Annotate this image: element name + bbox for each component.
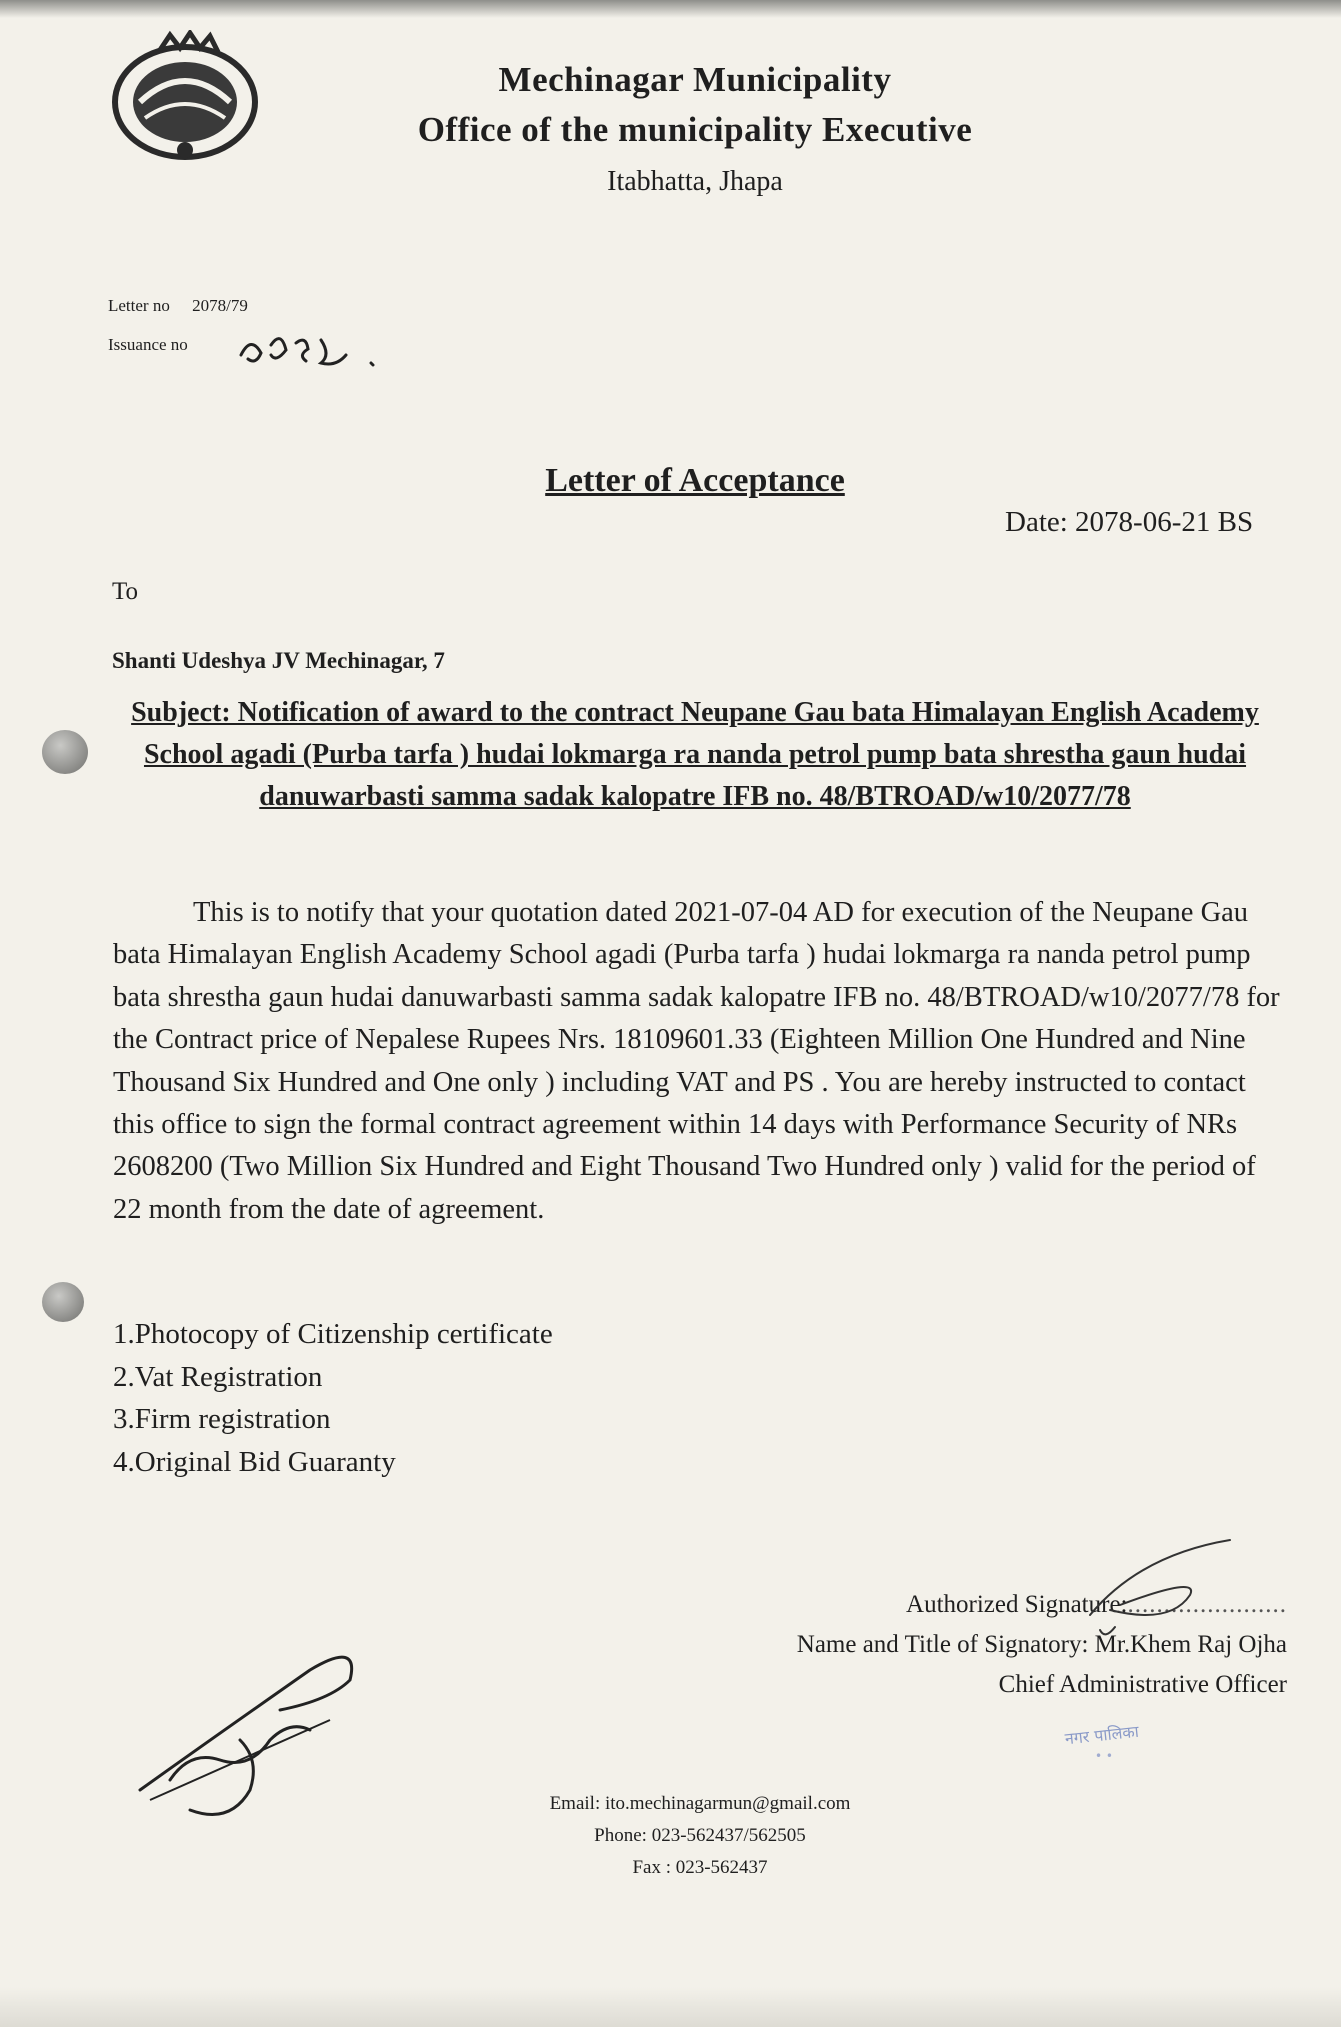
org-name: Mechinagar Municipality [498,60,892,99]
issuance-no-line [108,335,188,355]
signature-block: Authorized Signature:...................... Name and Title of Signatory: Mr.Khem Raj Ojha Chief Administrative Officer [797,1585,1287,1705]
punch-hole [42,1282,84,1322]
letter-no-label: Letter no [108,296,170,315]
issuance-no-handwritten [236,325,386,375]
contact-footer [400,1788,1000,1884]
office-address: Itabhatta, Jhapa [607,166,783,197]
svg-text:• •: • • [1095,1749,1113,1763]
body-paragraph [113,892,1283,1231]
recipient-signature [130,1640,390,1830]
signatory-designation: Chief Administrative Officer [998,1671,1287,1698]
letter-date: Date: 2078-06-21 BS [1005,506,1254,538]
list-item: 3.Firm registration [113,1403,331,1435]
officer-signature [1080,1535,1240,1645]
list-item: 2.Vat Registration [113,1360,323,1393]
requirements-list [113,1313,553,1483]
letter-no-value: 2078/79 [192,296,248,315]
issuance-no-label: Issuance no [108,335,188,354]
office-stamp [1055,1700,1285,1770]
letter-title: Letter of Acceptance [545,462,845,499]
office-name: Office of the municipality Executive [417,110,973,149]
letter-no-line [108,296,248,316]
punch-hole [42,730,88,774]
scan-shadow [0,0,1341,18]
recipient: Shanti Udeshya JV Mechinagar, 7 [112,648,445,673]
svg-text:नगर पालिका: नगर पालिका [1063,1721,1140,1749]
authorized-signature-label: Authorized Signature: [906,1591,1128,1618]
list-item: 1.Photocopy of Citizenship certificate [113,1318,553,1350]
scan-edge [0,1987,1341,2027]
to-label: To [112,578,139,605]
signatory-name: Name and Title of Signatory: Mr.Khem Raj Ojha [796,1631,1287,1658]
list-item: 4.Original Bid Guaranty [113,1445,396,1478]
footer-email: Email: ito.mechinagarmun@gmail.com [549,1793,851,1814]
subject-line: Subject: Notification of award to the contract Neupane Gau bata Himalayan English Academy School agadi (Purba tarfa ) hudai lokmarga ra nanda petrol pump bata shrestha gaun hudai danuwarbasti samma sadak kalopatre IFB no. 48/BTROAD/w10/2077/78 [131,697,1259,812]
body-text: This is to notify that your quotation dated 2021-07-04 AD for execution of the Neupane Gau bata Himalayan English Academy School agadi (Purba tarfa ) hudai lokmarga ra nanda petrol pump bata shrestha gaun hudai danuwarbasti samma sadak kalopatre IFB no. 48/BTROAD/w10/2077/78 for the Contract price of Nepalese Rupees Nrs. 18109601.33 (Eighteen Million One Hundred and Nine Thousand Six Hundred and One only ) including VAT and PS . You are hereby instructed to contact this office to sign the formal contract agreement within 14 days with Performance Security of NRs 2608200 (Two Million Six Hundred and Eight Thousand Two Hundred only ) valid for the period of 22 month from the date of agreement. [113,897,1280,1225]
municipality-emblem-icon [100,30,270,165]
footer-fax: Fax : 023-562437 [632,1857,768,1878]
footer-phone: Phone: 023-562437/562505 [594,1825,806,1846]
letterhead [300,60,1090,198]
